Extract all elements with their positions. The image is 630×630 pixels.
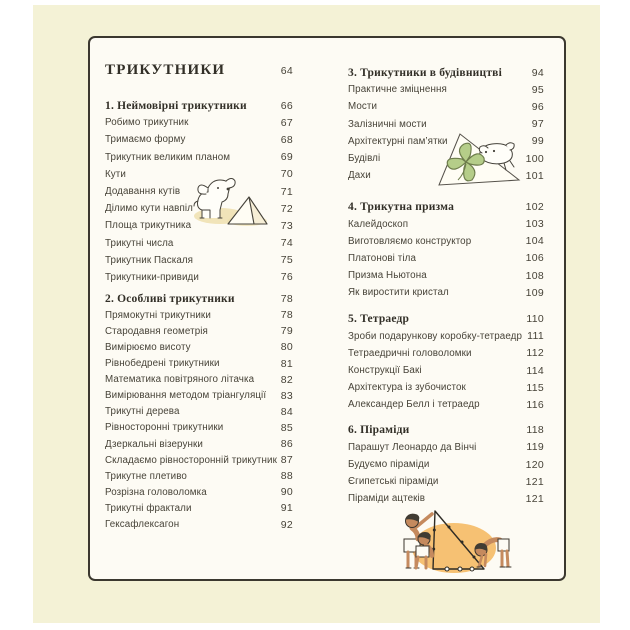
toc-entry-page-number: 67 [280, 116, 293, 129]
toc-entry-label: Тримаємо форму [105, 134, 186, 146]
toc-section-header [348, 422, 544, 439]
toc-entry-label: Залізничні мости [348, 118, 427, 130]
toc-entry-label: Мости [348, 101, 378, 113]
toc-entry-page-number: 120 [525, 458, 544, 471]
toc-section-title: 4. Трикутна призма [348, 200, 455, 213]
toc-section-title: 2. Особливі трикутники [105, 292, 235, 305]
toc-entry [348, 439, 544, 456]
toc-entry-label: Трикутник великим планом [105, 151, 231, 163]
toc-entry [105, 468, 293, 484]
toc-entry-page-number: 79 [280, 325, 293, 338]
toc-entry-label: Трикутник Паскаля [105, 254, 194, 266]
toc-entry [348, 81, 544, 98]
toc-entry [348, 345, 544, 362]
toc-section [348, 422, 544, 508]
toc-entry-label: Виготовляємо конструктор [348, 235, 472, 247]
toc-entry-label: Прямокутні трикутники [105, 309, 211, 321]
toc-entry-page-number: 99 [531, 135, 544, 148]
toc-entry-page-number: 121 [525, 492, 544, 505]
toc-entry-label: Архітектура із зубочисток [348, 382, 466, 394]
toc-entry [105, 452, 293, 468]
toc-entry [348, 216, 544, 233]
toc-entry [105, 404, 293, 420]
toc-entry-page-number: 108 [525, 269, 544, 282]
toc-entry-page-number: 95 [531, 83, 544, 96]
toc-entry-label: Будівлі [348, 153, 381, 165]
toc-entry-page-number: 119 [526, 441, 544, 454]
toc-entry-label: Піраміди ацтеків [348, 493, 426, 505]
toc-entry-label: Дахи [348, 170, 371, 182]
toc-entry-page-number: 101 [525, 169, 544, 182]
toc-section-header [105, 290, 293, 307]
toc-entry [105, 252, 293, 269]
toc-section-page-number: 110 [526, 313, 544, 326]
toc-section-title: 5. Тетраедр [348, 313, 410, 326]
toc-entry [105, 269, 293, 286]
toc-entry-page-number: 104 [525, 235, 544, 248]
toc-entry-page-number: 69 [280, 151, 293, 164]
toc-entry-page-number: 112 [526, 347, 544, 360]
toc-entry-label: Гексафлексагон [105, 519, 180, 531]
toc-entry-page-number: 115 [526, 381, 544, 394]
toc-entry [105, 307, 293, 323]
toc-entry [348, 473, 544, 490]
toc-entry-page-number: 71 [280, 185, 293, 198]
toc-entry [348, 362, 544, 379]
toc-entry [348, 267, 544, 284]
toc-entry [105, 323, 293, 339]
toc-left-column [105, 38, 293, 533]
toc-entry-page-number: 116 [526, 398, 544, 411]
toc-entry [348, 379, 544, 396]
toc-entry-label: Трикутні фрактали [105, 502, 192, 514]
toc-entry-label: Александер Белл і тетраедр [348, 399, 480, 411]
toc-section-page-number: 118 [526, 424, 544, 437]
toc-entry-page-number: 97 [531, 118, 544, 131]
toc-entry [105, 500, 293, 516]
toc-entry-page-number: 68 [280, 133, 293, 146]
toc-entry-page-number: 73 [280, 219, 293, 232]
toc-entry-page-number: 75 [280, 254, 293, 267]
toc-entry-page-number: 85 [280, 421, 293, 434]
toc-entry [105, 356, 293, 372]
toc-entry-page-number: 109 [525, 286, 544, 299]
toc-entry-label: Тетраедричні головоломки [348, 347, 472, 359]
toc-entry [348, 456, 544, 473]
toc-entry-label: Архітектурні пам’ятки [348, 135, 448, 147]
toc-entry [105, 484, 293, 500]
toc-entry-label: Дзеркальні візерунки [105, 438, 203, 450]
toc-entry-page-number: 76 [280, 271, 293, 284]
toc-entry-label: Трикутники-привиди [105, 271, 199, 283]
toc-entry [105, 436, 293, 452]
toc-section [105, 290, 293, 533]
toc-entry-page-number: 82 [280, 373, 293, 386]
toc-section-title: 1. Неймовірні трикутники [105, 99, 247, 112]
toc-entry [105, 372, 293, 388]
toc-entry-label: Трикутне плетиво [105, 470, 187, 482]
toc-section-header [348, 310, 544, 327]
toc-entry-label: Складаємо рівносторонній трикутник [105, 454, 277, 466]
toc-entry-label: Математика повітряного літачка [105, 374, 255, 386]
toc-entry [348, 328, 544, 345]
toc-entry-label: Площа трикутника [105, 220, 192, 232]
toc-entry-page-number: 81 [280, 357, 293, 370]
toc-entry-page-number: 100 [525, 152, 544, 165]
toc-entry-label: Як виростити кристал [348, 287, 449, 299]
toc-entry [105, 420, 293, 436]
toc-entry-page-number: 74 [280, 237, 293, 250]
page-title: ТРИКУТНИКИ [105, 62, 226, 78]
book-part-title-row [105, 62, 293, 86]
toc-entry-page-number: 91 [280, 502, 293, 515]
toc-section-title: 6. Піраміди [348, 424, 410, 437]
toc-entry-label: Стародавня геометрія [105, 325, 208, 337]
toc-entry-label: Практичне зміцнення [348, 84, 447, 96]
table-of-contents-page [88, 36, 566, 581]
toc-section-header [348, 64, 544, 81]
page-title-number: 64 [280, 65, 293, 77]
toc-entry [348, 250, 544, 267]
toc-entry-label: Розрізна головоломка [105, 486, 207, 498]
toc-entry [105, 149, 293, 166]
toc-entry-page-number: 84 [280, 405, 293, 418]
toc-entry [105, 235, 293, 252]
toc-entry-page-number: 72 [280, 202, 293, 215]
toc-entry-page-number: 78 [280, 309, 293, 322]
toc-section-header [348, 198, 544, 215]
toc-entry-label: Вимірювання методом тріангуляції [105, 390, 267, 402]
toc-entry-label: Будуємо піраміди [348, 459, 430, 471]
toc-entry [105, 114, 293, 131]
toc-section-page-number: 94 [531, 66, 544, 79]
toc-entry-page-number: 106 [525, 252, 544, 265]
toc-entry-page-number: 80 [280, 341, 293, 354]
egyptian-rope-triangle-illustration [382, 506, 514, 578]
toc-entry-page-number: 92 [280, 518, 293, 531]
toc-entry-label: Ділимо кути навпіл [105, 203, 193, 215]
lamb-and-clover-illustration [436, 130, 522, 192]
toc-entry-label: Рівносторонні трикутники [105, 422, 224, 434]
toc-entry [105, 516, 293, 532]
toc-entry-label: Платонові тіла [348, 252, 417, 264]
toc-entry-label: Трикутні числа [105, 237, 174, 249]
toc-section [348, 198, 544, 301]
toc-entry [348, 98, 544, 115]
toc-entry [348, 396, 544, 413]
toc-entry-page-number: 103 [525, 218, 544, 231]
page-background [33, 5, 600, 623]
toc-section-title: 3. Трикутники в будівництві [348, 66, 502, 79]
toc-entry-label: Призма Ньютона [348, 270, 427, 282]
toc-section-page-number: 78 [280, 292, 293, 305]
toc-entry-label: Калейдоскоп [348, 218, 409, 230]
toc-entry [348, 233, 544, 250]
toc-section [348, 310, 544, 413]
toc-section-header [105, 97, 293, 114]
toc-entry-label: Єгипетські піраміди [348, 476, 439, 488]
toc-entry [105, 131, 293, 148]
toc-right-column [348, 38, 544, 508]
toc-entry-label: Конструкції Бакі [348, 365, 422, 377]
toc-entry-page-number: 86 [280, 438, 293, 451]
toc-entry-label: Додавання кутів [105, 186, 181, 198]
toc-entry-label: Рівнобедрені трикутники [105, 358, 220, 370]
toc-entry-page-number: 114 [526, 364, 544, 377]
toc-section-page-number: 102 [525, 200, 544, 213]
toc-entry [348, 490, 544, 507]
toc-entry-label: Зроби подарункову коробку-тетраедр [348, 330, 523, 342]
toc-entry-page-number: 90 [280, 486, 293, 499]
toc-entry-page-number: 88 [280, 470, 293, 483]
toc-entry-page-number: 70 [280, 168, 293, 181]
toc-entry-label: Трикутні дерева [105, 406, 180, 418]
toc-entry-page-number: 96 [531, 100, 544, 113]
puppy-and-pyramid-illustration [192, 168, 274, 228]
toc-section-page-number: 66 [280, 99, 293, 112]
toc-entry-page-number: 87 [280, 454, 293, 467]
toc-entry-label: Кути [105, 168, 126, 180]
toc-entry-page-number: 121 [525, 475, 544, 488]
toc-entry [105, 388, 293, 404]
toc-entry-page-number: 83 [280, 389, 293, 402]
toc-entry-label: Вимірюємо висоту [105, 341, 191, 353]
toc-entry-label: Парашут Леонардо да Вінчі [348, 441, 477, 453]
toc-entry-page-number: 111 [527, 330, 544, 343]
toc-entry [348, 284, 544, 301]
toc-entry [105, 339, 293, 355]
toc-entry-label: Робимо трикутник [105, 117, 189, 129]
